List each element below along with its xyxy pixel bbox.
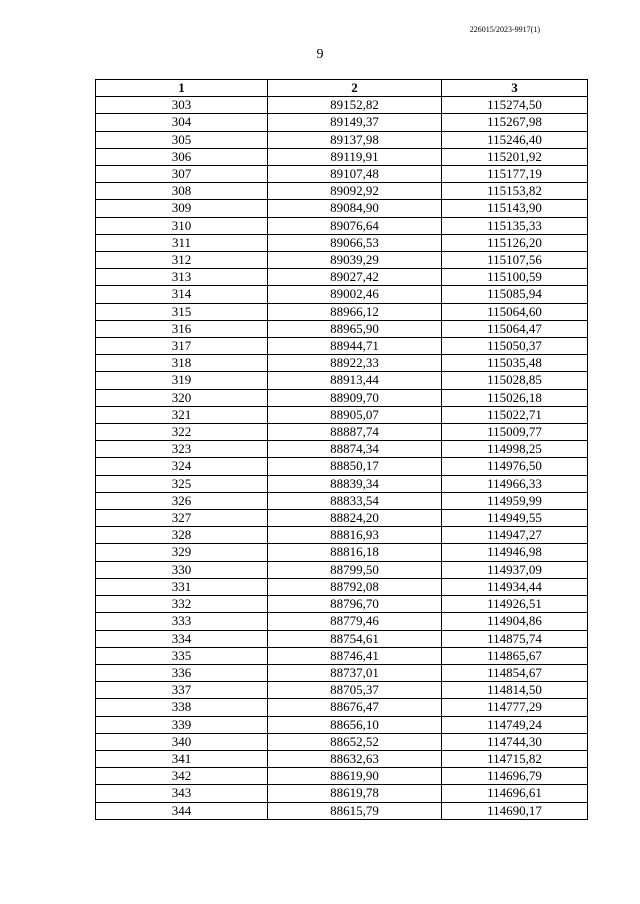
table-row xyxy=(96,596,588,613)
table-cell: 304 xyxy=(96,114,268,131)
table-cell: 115267,98 xyxy=(442,114,588,131)
table-row xyxy=(96,234,588,251)
table-row xyxy=(96,372,588,389)
table-cell: 115201,92 xyxy=(442,148,588,165)
table-cell: 339 xyxy=(96,716,268,733)
table-cell: 336 xyxy=(96,664,268,681)
table-cell: 114749,24 xyxy=(442,716,588,733)
table-cell: 303 xyxy=(96,97,268,114)
table-cell: 305 xyxy=(96,131,268,148)
table-cell: 88746,41 xyxy=(268,647,442,664)
table-cell: 88754,61 xyxy=(268,630,442,647)
table-body xyxy=(96,97,588,820)
table-cell: 312 xyxy=(96,252,268,269)
table-cell: 88965,90 xyxy=(268,320,442,337)
table-row xyxy=(96,148,588,165)
table-row xyxy=(96,785,588,802)
column-header: 2 xyxy=(268,80,442,97)
table-cell: 88833,54 xyxy=(268,492,442,509)
table-cell: 114947,27 xyxy=(442,527,588,544)
table-cell: 115153,82 xyxy=(442,183,588,200)
table-row xyxy=(96,166,588,183)
table-cell: 88632,63 xyxy=(268,750,442,767)
table-row xyxy=(96,200,588,217)
table-cell: 88619,90 xyxy=(268,768,442,785)
table-cell: 332 xyxy=(96,596,268,613)
table-cell: 89107,48 xyxy=(268,166,442,183)
table-row xyxy=(96,492,588,509)
table-row xyxy=(96,544,588,561)
table-row xyxy=(96,389,588,406)
table-cell: 115064,47 xyxy=(442,320,588,337)
table-cell: 88905,07 xyxy=(268,406,442,423)
table-row xyxy=(96,252,588,269)
table-cell: 89002,46 xyxy=(268,286,442,303)
table-cell: 334 xyxy=(96,630,268,647)
table-cell: 89084,90 xyxy=(268,200,442,217)
table-row xyxy=(96,750,588,767)
table-row xyxy=(96,578,588,595)
table-cell: 343 xyxy=(96,785,268,802)
table-cell: 114875,74 xyxy=(442,630,588,647)
table-cell: 315 xyxy=(96,303,268,320)
table-row xyxy=(96,441,588,458)
table-cell: 114777,29 xyxy=(442,699,588,716)
table-cell: 88656,10 xyxy=(268,716,442,733)
table-cell: 325 xyxy=(96,475,268,492)
table-row xyxy=(96,699,588,716)
table-cell: 114937,09 xyxy=(442,561,588,578)
table-cell: 89137,98 xyxy=(268,131,442,148)
table-cell: 89039,29 xyxy=(268,252,442,269)
table-cell: 114696,79 xyxy=(442,768,588,785)
table-row xyxy=(96,269,588,286)
table-cell: 320 xyxy=(96,389,268,406)
table-row xyxy=(96,320,588,337)
table-cell: 115035,48 xyxy=(442,355,588,372)
table-cell: 327 xyxy=(96,510,268,527)
table-row xyxy=(96,647,588,664)
table-cell: 115143,90 xyxy=(442,200,588,217)
table-row xyxy=(96,286,588,303)
table-cell: 313 xyxy=(96,269,268,286)
table-cell: 306 xyxy=(96,148,268,165)
table-cell: 114934,44 xyxy=(442,578,588,595)
table-cell: 329 xyxy=(96,544,268,561)
table-row xyxy=(96,458,588,475)
table-cell: 115135,33 xyxy=(442,217,588,234)
table-cell: 314 xyxy=(96,286,268,303)
table-cell: 115022,71 xyxy=(442,406,588,423)
table-cell: 342 xyxy=(96,768,268,785)
table-cell: 88850,17 xyxy=(268,458,442,475)
table-cell: 88839,34 xyxy=(268,475,442,492)
table-cell: 88676,47 xyxy=(268,699,442,716)
table-cell: 319 xyxy=(96,372,268,389)
table-cell: 114949,55 xyxy=(442,510,588,527)
table-cell: 89027,42 xyxy=(268,269,442,286)
table-cell: 115028,85 xyxy=(442,372,588,389)
table-cell: 330 xyxy=(96,561,268,578)
table-cell: 88619,78 xyxy=(268,785,442,802)
table-cell: 115246,40 xyxy=(442,131,588,148)
table-cell: 88909,70 xyxy=(268,389,442,406)
table-cell: 114946,98 xyxy=(442,544,588,561)
table-cell: 114926,51 xyxy=(442,596,588,613)
table-cell: 341 xyxy=(96,750,268,767)
table-cell: 88824,20 xyxy=(268,510,442,527)
table-cell: 88966,12 xyxy=(268,303,442,320)
table-cell: 114854,67 xyxy=(442,664,588,681)
table-cell: 88816,93 xyxy=(268,527,442,544)
table-cell: 328 xyxy=(96,527,268,544)
table-cell: 316 xyxy=(96,320,268,337)
table-row xyxy=(96,630,588,647)
table-cell: 88913,44 xyxy=(268,372,442,389)
table-cell: 115177,19 xyxy=(442,166,588,183)
table-cell: 115274,50 xyxy=(442,97,588,114)
table-cell: 310 xyxy=(96,217,268,234)
table-cell: 89066,53 xyxy=(268,234,442,251)
table-cell: 115100,59 xyxy=(442,269,588,286)
table-cell: 318 xyxy=(96,355,268,372)
table-cell: 88816,18 xyxy=(268,544,442,561)
table-cell: 340 xyxy=(96,733,268,750)
table-row xyxy=(96,303,588,320)
table-cell: 114966,33 xyxy=(442,475,588,492)
table-cell: 89076,64 xyxy=(268,217,442,234)
table-cell: 114690,17 xyxy=(442,802,588,819)
table-cell: 89092,92 xyxy=(268,183,442,200)
table-cell: 115064,60 xyxy=(442,303,588,320)
table-cell: 337 xyxy=(96,682,268,699)
table-cell: 114865,67 xyxy=(442,647,588,664)
table-row xyxy=(96,97,588,114)
table-row xyxy=(96,613,588,630)
table-cell: 89152,82 xyxy=(268,97,442,114)
table-cell: 344 xyxy=(96,802,268,819)
table-row xyxy=(96,183,588,200)
table-cell: 114814,50 xyxy=(442,682,588,699)
table-cell: 307 xyxy=(96,166,268,183)
table-cell: 88792,08 xyxy=(268,578,442,595)
table-row xyxy=(96,682,588,699)
table-cell: 88796,70 xyxy=(268,596,442,613)
table-cell: 322 xyxy=(96,424,268,441)
table-cell: 89119,91 xyxy=(268,148,442,165)
table-cell: 115107,56 xyxy=(442,252,588,269)
table-cell: 321 xyxy=(96,406,268,423)
table-cell: 308 xyxy=(96,183,268,200)
table-cell: 115026,18 xyxy=(442,389,588,406)
table-cell: 88944,71 xyxy=(268,338,442,355)
table-cell: 88887,74 xyxy=(268,424,442,441)
table-header-row xyxy=(96,80,588,97)
table-row xyxy=(96,664,588,681)
document-id: 226015/2023-9917(1) xyxy=(469,25,540,34)
table-cell: 114976,50 xyxy=(442,458,588,475)
table-cell: 114744,30 xyxy=(442,733,588,750)
table-cell: 115126,20 xyxy=(442,234,588,251)
table-row xyxy=(96,338,588,355)
coordinates-table xyxy=(95,79,588,820)
table-cell: 115050,37 xyxy=(442,338,588,355)
table-cell: 311 xyxy=(96,234,268,251)
table-cell: 88779,46 xyxy=(268,613,442,630)
table-cell: 335 xyxy=(96,647,268,664)
table-cell: 88652,52 xyxy=(268,733,442,750)
table-row xyxy=(96,510,588,527)
table-cell: 309 xyxy=(96,200,268,217)
table-cell: 323 xyxy=(96,441,268,458)
table-row xyxy=(96,114,588,131)
table-cell: 88737,01 xyxy=(268,664,442,681)
table-row xyxy=(96,802,588,819)
table-cell: 114959,99 xyxy=(442,492,588,509)
table-cell: 114998,25 xyxy=(442,441,588,458)
table-cell: 88922,33 xyxy=(268,355,442,372)
column-header: 3 xyxy=(442,80,588,97)
table-row xyxy=(96,561,588,578)
table-cell: 333 xyxy=(96,613,268,630)
table-row xyxy=(96,406,588,423)
table-row xyxy=(96,527,588,544)
table-cell: 88705,37 xyxy=(268,682,442,699)
table-row xyxy=(96,475,588,492)
page-number: 9 xyxy=(316,47,324,62)
table-row xyxy=(96,131,588,148)
table-cell: 324 xyxy=(96,458,268,475)
table-row xyxy=(96,424,588,441)
table-cell: 331 xyxy=(96,578,268,595)
table-row xyxy=(96,355,588,372)
table-cell: 114715,82 xyxy=(442,750,588,767)
table-cell: 115085,94 xyxy=(442,286,588,303)
table-cell: 89149,37 xyxy=(268,114,442,131)
table-cell: 317 xyxy=(96,338,268,355)
table-cell: 338 xyxy=(96,699,268,716)
table-row xyxy=(96,768,588,785)
table-cell: 114904,86 xyxy=(442,613,588,630)
table-cell: 88874,34 xyxy=(268,441,442,458)
table-cell: 88799,50 xyxy=(268,561,442,578)
table-cell: 115009,77 xyxy=(442,424,588,441)
table-row xyxy=(96,217,588,234)
table-cell: 88615,79 xyxy=(268,802,442,819)
table-row xyxy=(96,716,588,733)
table-row xyxy=(96,733,588,750)
column-header: 1 xyxy=(96,80,268,97)
table-cell: 326 xyxy=(96,492,268,509)
table-cell: 114696,61 xyxy=(442,785,588,802)
